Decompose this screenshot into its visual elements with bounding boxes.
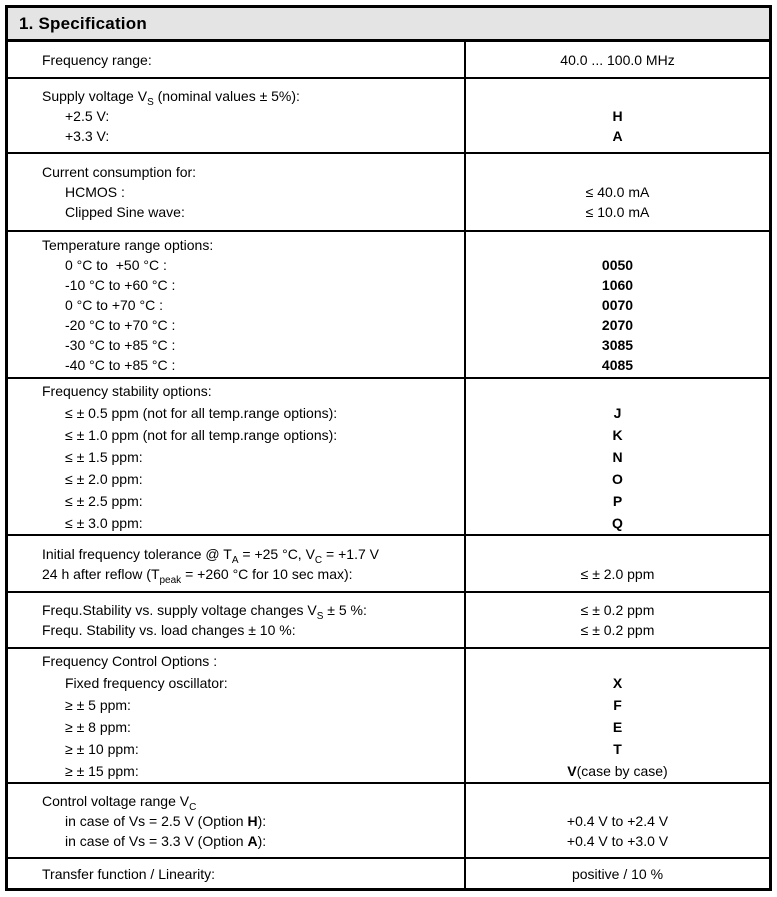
text-segment: ): [257,832,267,849]
spec-label-line [8,295,464,315]
text-segment: ≤ ± 0.5 ppm (not for all temp.range options): [65,404,338,421]
spec-label-line [8,275,464,295]
text-segment: ≥ ± 8 ppm: [65,718,131,735]
text-segment: ≤ ± 0.2 ppm [580,602,655,618]
spec-label-cell [8,379,464,534]
text-segment: N [612,448,623,465]
spec-label-line [8,791,464,811]
text-segment: -30 °C to +85 °C : [65,336,176,353]
text-segment: ≤ ± 2.5 ppm: [65,492,143,509]
text-segment: ≤ 40.0 mA [585,184,650,200]
text-segment: ≥ ± 15 ppm: [65,762,139,779]
spec-value-line [466,235,769,255]
spec-value-line [466,694,769,716]
spec-value-line [466,831,769,851]
subscript-text: C [189,801,197,813]
spec-label-line [8,738,464,760]
spec-value-line [466,335,769,355]
text-segment: -20 °C to +70 °C : [65,316,176,333]
spec-value-line [466,126,769,146]
subscript-text: A [231,554,239,566]
spec-value-line [466,564,769,584]
text-segment: 24 h after reflow (T [42,565,160,582]
text-segment: ≤ ± 1.5 ppm: [65,448,143,465]
spec-label-cell [8,42,464,77]
text-segment: O [612,470,623,487]
spec-label-line [8,380,464,402]
spec-label-cell [8,593,464,647]
spec-value-line [466,544,769,564]
subscript-text: C [314,554,323,566]
spec-value-line [466,600,769,620]
spec-value-line [466,791,769,811]
text-segment: 0 °C to +70 °C : [65,296,163,313]
spec-label-line [8,255,464,275]
text-segment: = +260 °C for 10 sec max): [181,565,353,582]
text-segment: +2.5 V: [65,107,110,124]
subscript-text: peak [159,574,182,586]
spec-label-line [8,202,464,222]
spec-label-line [8,600,464,620]
text-segment: ≥ ± 5 ppm: [65,696,131,713]
spec-label-line [8,831,464,851]
spec-value-line [466,672,769,694]
spec-row [8,377,769,534]
text-segment: P [612,492,623,509]
spec-value-cell [464,784,769,857]
spec-value-line [466,255,769,275]
section-title: 1. Specification [19,13,147,33]
spec-label-cell [8,154,464,230]
spec-value-line [466,716,769,738]
spec-row [8,77,769,152]
text-segment: A [612,127,623,144]
text-segment: 0 °C to +50 °C : [65,256,167,273]
spec-label-line [8,564,464,584]
spec-value-cell [464,536,769,591]
spec-row [8,647,769,782]
spec-row [8,534,769,591]
spec-value-line [466,86,769,106]
spec-label-line [8,672,464,694]
spec-label-cell [8,859,464,888]
spec-value-cell [464,649,769,782]
spec-label-line [8,620,464,640]
spec-value-cell [464,593,769,647]
text-segment: (nominal values ± 5%): [153,87,300,104]
text-segment: ± 5 %: [323,602,367,618]
text-segment: X [612,674,623,691]
text-segment: ≤ 10.0 mA [585,204,650,220]
text-segment: 0070 [601,296,634,313]
spec-row [8,782,769,857]
text-segment: Frequency Control Options : [42,652,218,669]
text-segment: Initial frequency tolerance @ T [42,545,232,562]
spec-value-line [466,202,769,222]
text-segment: in case of Vs = 3.3 V (Option [65,832,248,849]
text-segment: 40.0 ... 100.0 MHz [560,51,675,68]
text-segment: H [612,107,623,124]
text-segment: positive / 10 % [571,865,664,882]
text-segment: = +1.7 V [322,545,379,562]
spec-label-line [8,716,464,738]
spec-label-line [8,424,464,446]
spec-label-cell [8,232,464,377]
text-segment: H [247,812,258,829]
text-segment: = +25 °C, V [238,545,315,562]
subscript-text: S [316,610,324,622]
spec-value-line [466,738,769,760]
spec-label-line [8,544,464,564]
spec-value-cell [464,154,769,230]
spec-value-line [466,315,769,335]
spec-value-cell [464,42,769,77]
spec-table-body [8,42,769,888]
text-segment: +3.3 V: [65,127,110,144]
spec-label-cell [8,79,464,152]
spec-value-line [466,512,769,534]
spec-value-line [466,446,769,468]
spec-label-line [8,446,464,468]
spec-value-line [466,275,769,295]
text-segment: Clipped Sine wave: [65,204,185,220]
text-segment: Fixed frequency oscillator: [65,674,228,691]
spec-value-line [466,620,769,640]
text-segment: Control voltage range V [42,792,190,809]
text-segment: ≥ ± 10 ppm: [65,740,139,757]
spec-value-line [466,650,769,672]
text-segment: T [613,740,622,757]
text-segment: 3085 [601,336,634,353]
spec-value-line [466,811,769,831]
text-segment: +0.4 V to +3.0 V [566,832,669,849]
text-segment: Frequency stability options: [42,382,212,399]
text-segment: 4085 [601,356,634,373]
spec-value-cell [464,859,769,888]
spec-row [8,857,769,888]
section-header [8,8,769,42]
text-segment: Frequ. Stability vs. load changes ± 10 %: [42,622,296,638]
text-segment: Transfer function / Linearity: [42,865,216,882]
spec-row [8,42,769,77]
spec-label-line [8,355,464,375]
text-segment: ≤ ± 3.0 ppm: [65,514,143,531]
spec-value-line [466,182,769,202]
spec-row [8,230,769,377]
spec-value-line [466,490,769,512]
spec-label-line [8,402,464,424]
text-segment: Q [612,514,623,531]
spec-value-line [466,402,769,424]
spec-label-line [8,811,464,831]
spec-value-line [466,355,769,375]
text-segment: Supply voltage V [42,87,148,104]
text-segment: Temperature range options: [42,236,214,253]
spec-label-line [8,182,464,202]
spec-value-line [466,468,769,490]
specification-sheet [5,5,772,891]
spec-label-line [8,864,464,884]
spec-value-cell [464,79,769,152]
text-segment: F [613,696,622,713]
spec-label-line [8,50,464,70]
spec-label-line [8,468,464,490]
text-segment: (case by case) [576,762,668,779]
text-segment: ): [257,812,267,829]
spec-value-line [466,162,769,182]
spec-value-line [466,295,769,315]
text-segment: K [612,426,623,443]
text-segment: 1060 [601,276,634,293]
text-segment: Frequency range: [42,51,152,68]
spec-label-cell [8,784,464,857]
spec-label-line [8,490,464,512]
text-segment: ≤ ± 2.0 ppm: [65,470,143,487]
spec-label-cell [8,649,464,782]
text-segment: ≤ ± 0.2 ppm [580,622,655,638]
spec-label-line [8,106,464,126]
spec-label-line [8,315,464,335]
text-segment: -10 °C to +60 °C : [65,276,176,293]
spec-label-line [8,162,464,182]
text-segment: +0.4 V to +2.4 V [566,812,669,829]
spec-value-line [466,424,769,446]
text-segment: V [567,762,577,779]
spec-value-line [466,864,769,884]
spec-value-line [466,106,769,126]
spec-label-line [8,126,464,146]
text-segment: -40 °C to +85 °C : [65,356,176,373]
text-segment: E [612,718,623,735]
spec-label-line [8,235,464,255]
spec-label-cell [8,536,464,591]
spec-label-line [8,650,464,672]
text-segment: 2070 [601,316,634,333]
spec-value-line [466,380,769,402]
text-segment: A [247,832,258,849]
text-segment: ≤ ± 2.0 ppm [580,565,655,582]
spec-value-line [466,50,769,70]
spec-label-line [8,760,464,782]
text-segment: in case of Vs = 2.5 V (Option [65,812,248,829]
spec-value-cell [464,379,769,534]
text-segment: 0050 [601,256,634,273]
spec-label-line [8,86,464,106]
spec-label-line [8,512,464,534]
spec-row [8,152,769,230]
text-segment: HCMOS : [65,184,125,200]
text-segment: J [613,404,622,421]
spec-value-cell [464,232,769,377]
spec-label-line [8,335,464,355]
spec-row [8,591,769,647]
spec-label-line [8,694,464,716]
text-segment: Current consumption for: [42,164,197,180]
text-segment: ≤ ± 1.0 ppm (not for all temp.range options): [65,426,338,443]
text-segment: Frequ.Stability vs. supply voltage changes V [42,602,317,618]
spec-value-line [466,760,769,782]
subscript-text: S [147,96,154,108]
